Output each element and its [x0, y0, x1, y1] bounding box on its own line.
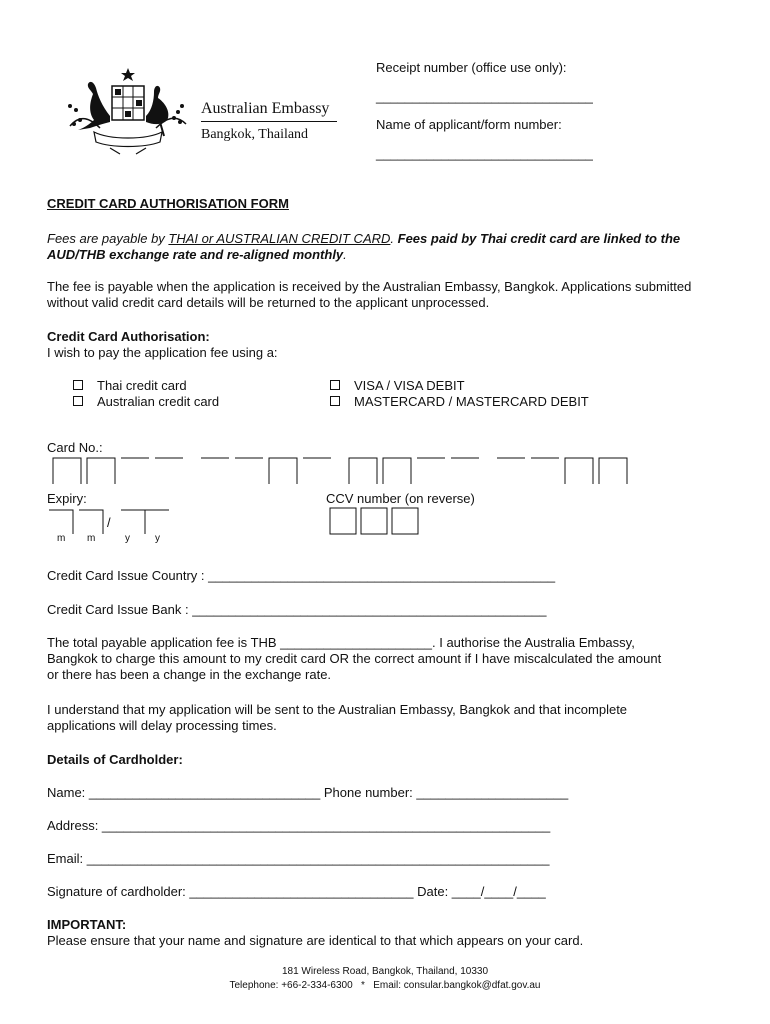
- option-visa[interactable]: [330, 378, 465, 394]
- fees-notice: [47, 231, 727, 263]
- ccv-label: CCV number (on reverse): [326, 491, 475, 506]
- expiry-input-area[interactable]: [49, 508, 171, 536]
- receipt-number-field[interactable]: ______________________________: [376, 89, 593, 104]
- total-fee-line-3: or there has been a change in the exchange rate.: [47, 667, 332, 682]
- expiry-month-char-2: m: [87, 533, 96, 544]
- option-australian-credit-card[interactable]: [73, 394, 219, 410]
- cardholder-email-field[interactable]: Email: ________________________________________________________________: [47, 851, 550, 866]
- checkbox-icon[interactable]: [330, 380, 340, 390]
- understand-line-2: applications will delay processing times.: [47, 718, 277, 733]
- cardholder-address-field[interactable]: Address: ______________________________________________________________: [47, 818, 551, 833]
- logo-divider: [201, 121, 337, 122]
- expiry-slash: /: [107, 515, 111, 530]
- card-number-input-area[interactable]: [53, 456, 629, 486]
- fees-notice-cards: THAI or AUSTRALIAN CREDIT CARD: [168, 231, 391, 246]
- option-label: VISA / VISA DEBIT: [354, 378, 465, 393]
- option-label: Thai credit card: [97, 378, 187, 393]
- expiry-year-char-1: y: [125, 533, 130, 544]
- checkbox-icon[interactable]: [330, 396, 340, 406]
- fees-notice-exchange: Fees paid by Thai credit card are linked to the AUD/THB exchange rate and re-aligned monthly: [47, 231, 681, 262]
- form-title: CREDIT CARD AUTHORISATION FORM: [47, 196, 289, 211]
- cardholder-signature-date-field[interactable]: Signature of cardholder: _______________________________ Date: ____/____/____: [47, 884, 546, 899]
- checkbox-icon[interactable]: [73, 380, 83, 390]
- ccv-input-area[interactable]: [330, 508, 418, 534]
- applicant-name-label: Name of applicant/form number:: [376, 117, 562, 132]
- footer-contact: Telephone: +66-2-334-6300 * Email: consular.bangkok@dfat.gov.au: [229, 980, 541, 991]
- fees-notice-intro: Fees are payable by: [47, 231, 169, 246]
- auth-heading: Credit Card Authorisation:: [47, 329, 210, 344]
- coat-of-arms-logo: [60, 66, 190, 156]
- card-number-label: Card No.:: [47, 440, 103, 455]
- receipt-number-label: Receipt number (office use only):: [376, 60, 567, 75]
- fees-notice-sep: .: [390, 231, 398, 246]
- option-mastercard[interactable]: [330, 394, 589, 410]
- fee-paragraph: The fee is payable when the application is received by the Australian Embassy, Bangkok. Applications submitted without valid credit card details will be returned to the applicant unprocessed.: [47, 279, 692, 310]
- expiry-month-char-1: m: [57, 533, 66, 544]
- issue-country-field[interactable]: Credit Card Issue Country : ________________________________________________: [47, 568, 556, 583]
- cardholder-name-phone-field[interactable]: Name: ________________________________ Phone number: _____________________: [47, 785, 569, 800]
- option-label: MASTERCARD / MASTERCARD DEBIT: [354, 394, 589, 409]
- expiry-label: Expiry:: [47, 491, 87, 506]
- option-thai-credit-card[interactable]: [73, 378, 187, 394]
- logo-title: Australian Embassy: [201, 100, 330, 117]
- understand-line-1: I understand that my application will be sent to the Australian Embassy, Bangkok and that incomplete: [47, 702, 628, 717]
- checkbox-icon[interactable]: [73, 396, 83, 406]
- applicant-name-field[interactable]: ______________________________: [376, 146, 593, 161]
- total-fee-line-1[interactable]: The total payable application fee is THB _____________________. I authorise the Australia Embassy,: [47, 635, 635, 650]
- cardholder-heading: Details of Cardholder:: [47, 752, 183, 767]
- issue-bank-field[interactable]: Credit Card Issue Bank : _________________________________________________: [47, 602, 547, 617]
- fees-notice-end: .: [343, 247, 347, 262]
- total-fee-line-2: Bangkok to charge this amount to my credit card OR the correct amount if I have miscalculated the amount: [47, 651, 662, 666]
- footer-address: 181 Wireless Road, Bangkok, Thailand, 10330: [281, 966, 489, 977]
- important-text: Please ensure that your name and signature are identical to that which appears on your card.: [47, 933, 584, 948]
- auth-intro: I wish to pay the application fee using a:: [47, 345, 278, 360]
- important-heading: IMPORTANT:: [47, 917, 127, 932]
- expiry-year-char-2: y: [155, 533, 160, 544]
- option-label: Australian credit card: [97, 394, 220, 409]
- logo-subtitle: Bangkok, Thailand: [201, 127, 309, 142]
